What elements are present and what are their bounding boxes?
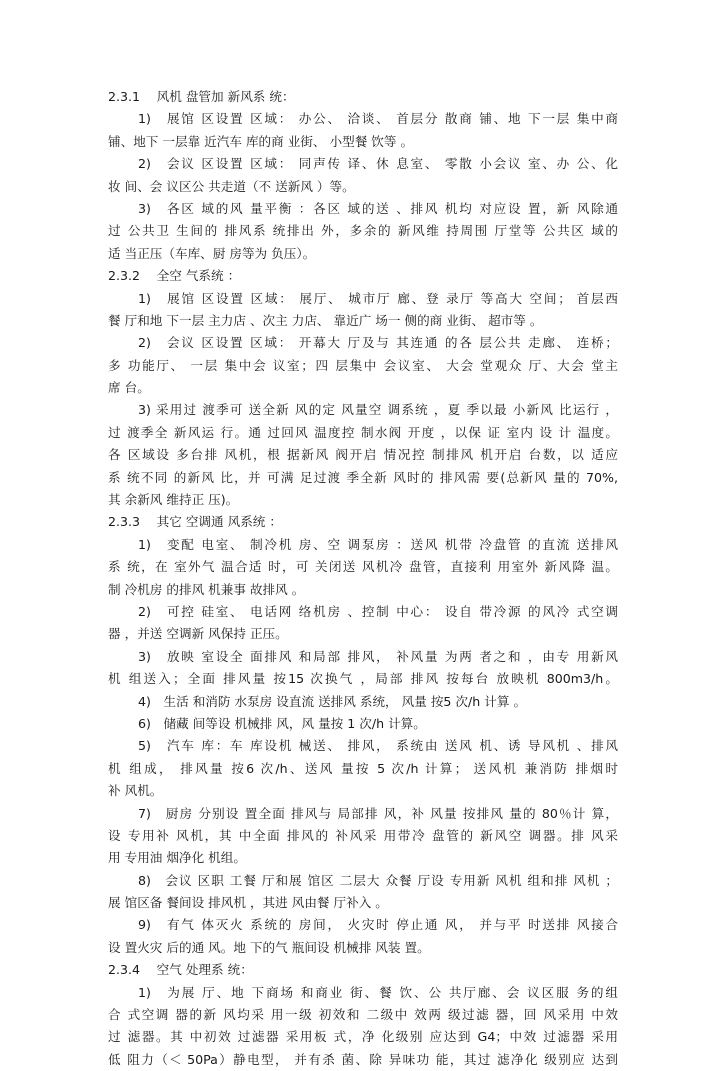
text-line: 2.3.1 风机 盘管加 新风系 统： <box>108 89 295 104</box>
text-line: 器 ，并送 空调新 风保持 正压。 <box>108 626 288 642</box>
text-line: 2.3.3 其它 空调通 风系统 ： <box>108 514 282 530</box>
text-line: 多 功能厅、 一层 集中会 议室；四 层集中 会议室、 大会 堂观众 厅、大会 堂主 <box>108 357 618 373</box>
text-line: 6) 储藏 间等设 机械排 风，风 量按 1 次/h 计算。 <box>138 715 426 731</box>
text-line: 妆 间、会 议区公 共走道（不 送新风 ）等。 <box>108 178 355 194</box>
text-line: 8) 会议 区职 工餐 厅和展 馆区 二层大 众餐 厅设 专用新 风机 组和排 风机 ； <box>138 872 618 888</box>
text-line: 其 余新风 维持正 压)。 <box>108 492 239 508</box>
text-line: 席 台。 <box>108 380 150 396</box>
text-line: 7) 厨房 分别设 置全面 排风与 局部排 风，补 风量 按排风 量的 80％计 算， <box>138 805 618 821</box>
text-line: 展 馆区备 餐间设 排风机 ，其进 风由餐 厅补入 。 <box>108 895 388 911</box>
text-line: 2.3.2 全空 气系统 ： <box>108 268 241 284</box>
text-line: 系 统，在 室外气 温合适 时，可 关闭送 风机冷 盘管，直接利 用室外 新风降 温。 <box>108 559 618 575</box>
text-line: 系 统不同 的新风 比，并 可满 足过渡 季全新 风时的 排风需 要(总新风 量的 70%, <box>108 469 618 485</box>
text-line: 2) 会议 区设置 区域： 同声传 译、休 息室、 零散 小会议 室、办 公、化 <box>138 156 618 172</box>
text-line: 1) 变配 电室、 制冷机 房、空 调泵房 ：送风 机带 冷盘管 的直流 送排风 <box>138 536 618 552</box>
text-line: 制 冷机房 的排风 机兼事 故排风 。 <box>108 581 305 597</box>
text-line: 铺、地下 一层靠 近汽车 库的商 业街、 小型餐 饮等 。 <box>108 133 414 149</box>
text-line: 3) 采用过 渡季可 送全新 风的定 风量空 调系统 ，夏 季以最 小新风 比运行 ， <box>138 402 618 418</box>
text-line: 合 式空调 器的新 风均采 用一级 初效和 二级中 效两 级过滤 器，回 风采用 中效 <box>108 1007 618 1023</box>
text-line: 机 组送入；全面 排风量 按15 次换气 ，局部 排风 按每台 放映机 800m3/h。 <box>108 671 618 687</box>
text-line: 机 组成， 排风量 按6 次/h、送风 量按 5 次/h 计算； 送风机 兼消防 排烟时 <box>108 760 618 776</box>
text-line: 设 置火灾 后的通 风。地 下的气 瓶间设 机械排 风装 置。 <box>108 939 430 955</box>
text-line: 2) 可控 硅室、 电话网 络机房 、控制 中心： 设自 带冷源 的风冷 式空调 <box>138 603 618 619</box>
document-page <box>108 86 618 1071</box>
text-line: 1) 展馆 区设置 区域： 办公、 洽谈、 首层分 散商 铺、地 下一层 集中商 <box>138 111 618 127</box>
text-line: 餐 厅和地 下一层 主力店 、次主 力店、 靠近广 场一 侧的商 业街、 超市等 。 <box>108 312 543 328</box>
text-line: 4) 生活 和消防 水泵房 设直流 送排风 系统， 风量 按5 次/h 计算 。 <box>138 693 527 709</box>
text-line: 过 渡季全 新风运 行。通 过回风 温度控 制水阀 开度 ，以保 证 室内 设 计 温度。 <box>108 424 618 440</box>
text-line: 2.3.4 空气 处理系 统： <box>108 962 253 978</box>
text-line: 3) 放映 室设全 面排风 和局部 排风， 补风量 为两 者之和 ，由专 用新风 <box>138 648 618 664</box>
text-line: 1) 展馆 区设置 区域： 展厅、 城市厅 廊、登 录厅 等高大 空间； 首层西 <box>138 290 618 306</box>
text-line: 补 风机。 <box>108 783 163 799</box>
text-line: 过 公共卫 生间的 排风系 统排出 外，多余的 新风维 持周围 厅堂等 公共区 域的 <box>108 223 618 239</box>
text-line: 低 阻力（＜ 50Pa）静电型， 并有杀 菌、除 异味功 能，其过 滤净化 级别应 达到 <box>108 1051 618 1067</box>
text-line: 1) 为展 厅、地 下商场 和商业 街、餐 饮、公 共厅廊、会 议区服 务的组 <box>138 984 618 1000</box>
text-line: 用 专用油 烟净化 机组。 <box>108 850 246 866</box>
text-line: 各 区域设 多台排 风机，根 据新风 阀开启 情况控 制排风 机开启 台数，以 适应 <box>108 447 618 463</box>
text-line: 适 当正压（车库、厨 房等为 负压）。 <box>108 245 316 261</box>
text-line: 3) 各区 域的风 量平衡 ：各区 域的送 、排风 机均 对应设 置，新 风除通 <box>138 200 618 216</box>
text-line: 5) 汽车 库：车 库设机 械送、 排风， 系统由 送风 机、诱 导风机 、排风 <box>138 738 618 754</box>
text-line: 2) 会议 区设置 区域： 开幕大 厅及与 其连通 的各 层公共 走廊、 连桥； <box>138 335 618 351</box>
text-line: 设 专用补 风机，其 中全面 排风的 补风采 用带冷 盘管的 新风空 调器。排 风采 <box>108 827 618 843</box>
text-line: 过 滤器。其 中初效 过滤器 采用板 式，净 化级别 应达到 G4；中效 过滤器 采用 <box>108 1029 618 1045</box>
text-line: 9) 有气 体灭火 系统的 房间， 火灾时 停止通 风， 并与平 时送排 风接合 <box>138 917 618 933</box>
